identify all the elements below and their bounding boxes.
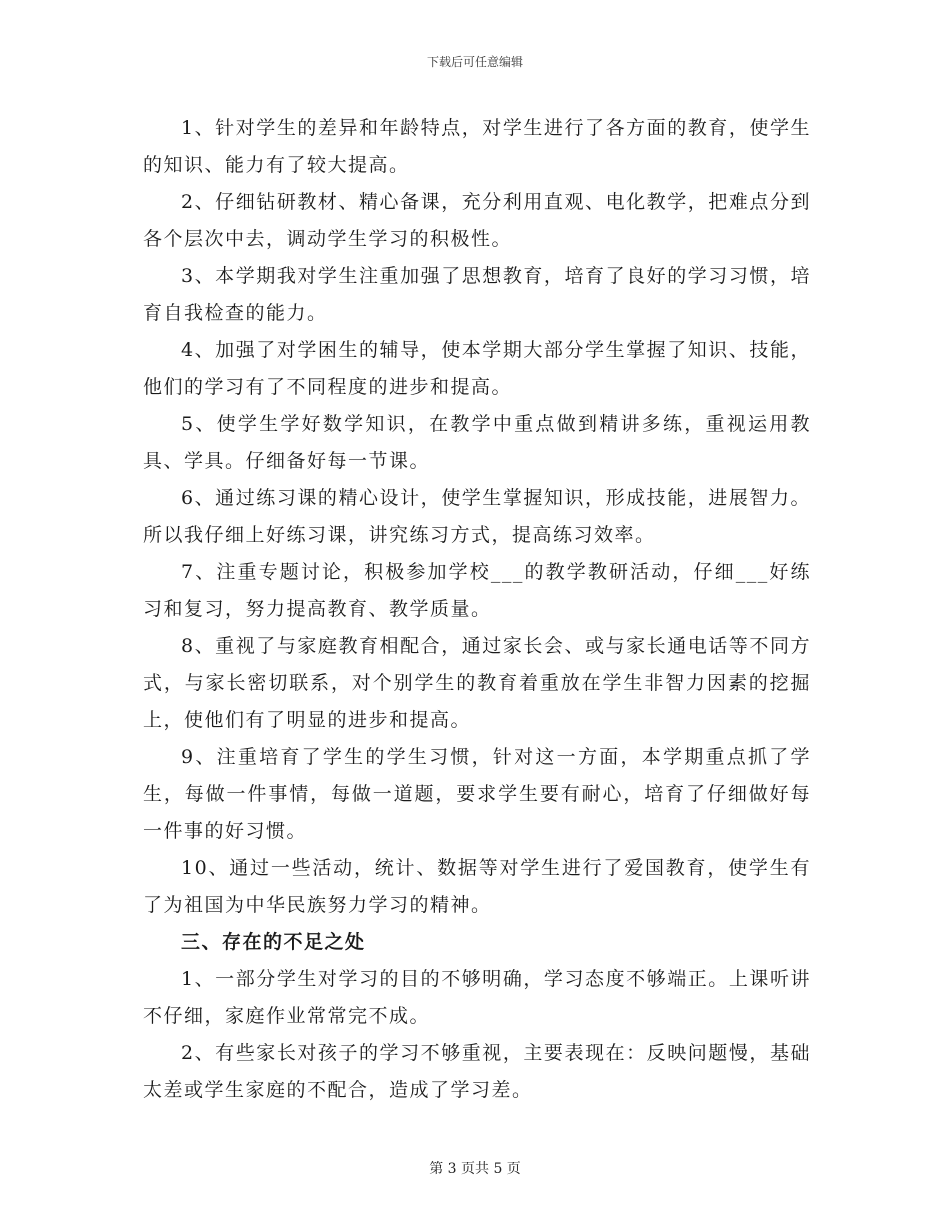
paragraph-4: 4、加强了对学困生的辅导，使本学期大部分学生掌握了知识、技能，他们的学习有了不同程度的进步和提高。 [143,339,811,398]
section-paragraph-1: 1、一部分学生对学习的目的不够明确，学习态度不够端正。上课听讲不仔细，家庭作业常常完不成。 [143,968,811,1027]
paragraph-8: 8、重视了与家庭教育相配合，通过家长会、或与家长通电话等不同方式，与家长密切联系，对个别学生的教育着重放在学生非智力因素的挖掘上，使他们有了明显的进步和提高。 [143,635,811,731]
document-body [143,110,811,1109]
paragraph-2: 2、仔细钻研教材、精心备课，充分利用直观、电化教学，把难点分到各个层次中去，调动学生学习的积极性。 [143,191,811,250]
paragraph-1: 1、针对学生的差异和年龄特点，对学生进行了各方面的教育，使学生的知识、能力有了较大提高。 [143,117,811,176]
paragraph-5: 5、使学生学好数学知识，在教学中重点做到精讲多练，重视运用教具、学具。仔细备好每一节课。 [143,413,811,472]
page-footer: 第 3 页共 5 页 [429,1161,521,1177]
section-paragraph-2: 2、有些家长对孩子的学习不够重视，主要表现在：反映问题慢，基础太差或学生家庭的不配合，造成了学习差。 [143,1042,811,1101]
section-heading: 三、存在的不足之处 [181,931,366,953]
paragraph-7: 7、注重专题讨论，积极参加学校___的教学教研活动，仔细___好练习和复习，努力提高教育、教学质量。 [143,561,811,620]
page-header: 下载后可任意编辑 [426,55,523,69]
paragraph-9: 9、注重培育了学生的学生习惯，针对这一方面，本学期重点抓了学生，每做一件事情，每做一道题，要求学生要有耐心，培育了仔细做好每一件事的好习惯。 [143,746,811,842]
paragraph-10: 10、通过一些活动，统计、数据等对学生进行了爱国教育，使学生有了为祖国为中华民族努力学习的精神。 [143,857,811,916]
paragraph-3: 3、本学期我对学生注重加强了思想教育，培育了良好的学习习惯，培育自我检查的能力。 [143,265,811,324]
paragraph-6: 6、通过练习课的精心设计，使学生掌握知识，形成技能，进展智力。所以我仔细上好练习课，讲究练习方式，提高练习效率。 [143,487,811,546]
